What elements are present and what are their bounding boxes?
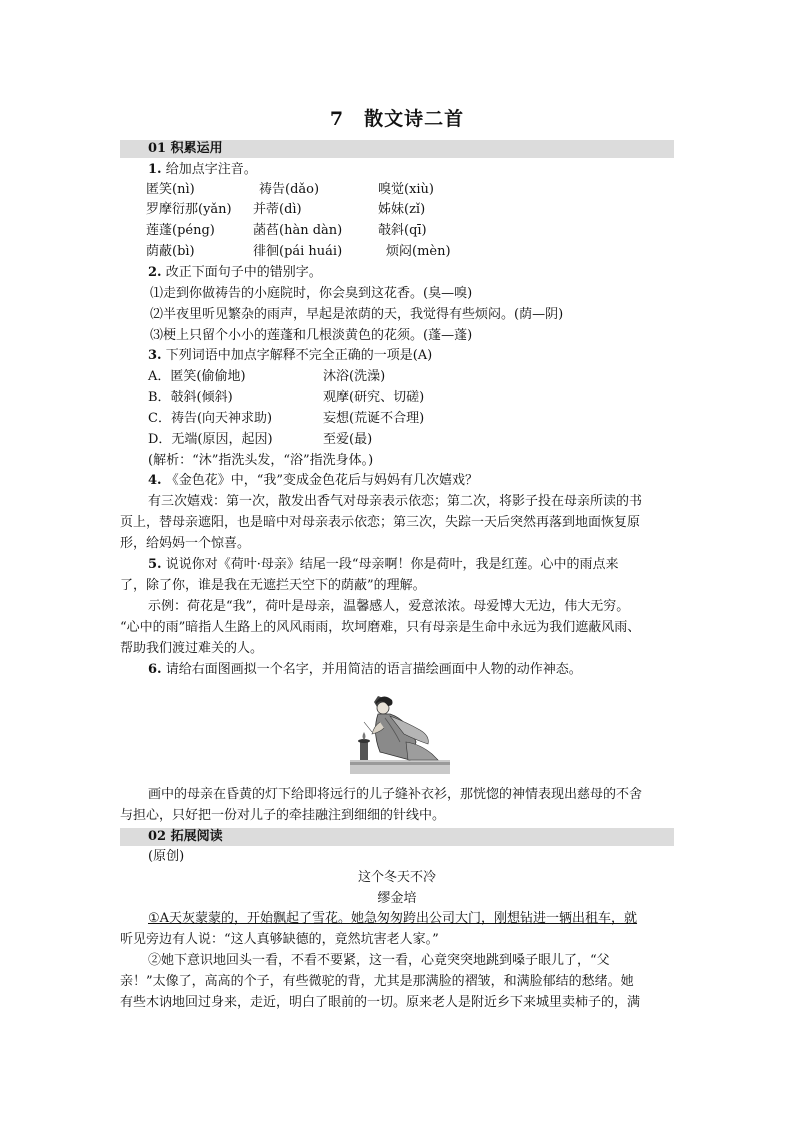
question-number: 4. [148,473,162,488]
pinyin-item: 徘徊(pái huái) [253,244,343,259]
question-5 [120,555,674,575]
question-number: 3. [148,348,162,363]
answer-line: 页上，替母亲遮阳，也是暗中对母亲表示依恋；第三次，失踪一天后突然再落到地面恢复原 [120,515,641,530]
correction-item: ⑵半夜里听见繁杂的雨声，早起是浓荫的天，我觉得有些烦闷。(荫—阴) [150,307,564,322]
question-number: 1. [148,162,162,177]
pinyin-item: 罗摩衍那(yǎn) [146,202,232,217]
article-paragraph-line: 有些木讷地回过身来，走近，明白了眼前的一切。原来老人是附近乡下来城里卖柿子的，满 [120,995,641,1010]
correction-item: ⑶梗上只留个小小的莲蓬和几根淡黄色的花须。(蓬—蓬) [150,328,473,343]
question-3 [120,346,674,366]
question-1 [120,160,674,180]
question-number: 6. [148,662,162,677]
article-paragraph-line: 亲！”太像了，高高的个子，有些微驼的背，尤其是那满脸的褶皱，和满脸郁结的愁绪。她 [120,974,634,989]
option-item: 观摩(研究、切磋) [323,390,425,405]
question-4 [120,471,674,491]
pinyin-item: 并蒂(dì) [253,202,302,217]
option-item: C．祷告(向天神求助) [148,411,273,426]
answer-line: 有三次嬉戏：第一次，散发出香气对母亲表示依恋；第二次，将影子投在母亲所读的书 [148,494,643,509]
question-text: 改正下面句子中的错别字。 [165,265,322,280]
answer-line: 形，给妈妈一个惊喜。 [120,536,251,551]
option-item: 沐浴(洗澡) [323,369,386,384]
option-item: D．无端(原因，起因) [148,432,273,447]
pinyin-item: 菡萏(hàn dàn) [253,223,343,238]
question-number: 5. [148,557,162,572]
article-author: 缪金培 [377,891,417,906]
article-paragraph-line [120,909,674,929]
answer-line: “心中的雨”暗指人生路上的风风雨雨，坎坷磨难，只有母亲是生命中永远为我们遮蔽风雨、 [120,620,641,635]
question-number: 2. [148,265,162,280]
paragraph-text: ①A天灰蒙蒙的，开始飘起了雪花。她急匆匆跨出公司大门，刚想钻进一辆出租车，就 [148,911,638,926]
option-item: B．攲斜(倾斜) [148,390,233,405]
section-header-reading [120,828,674,846]
article-title: 这个冬天不冷 [357,870,436,885]
option-item: 至爱(最) [323,432,373,447]
question-text-continued: 了，除了你，谁是我在无遮拦天空下的荫蔽”的理解。 [120,578,426,593]
pinyin-item: 烦闷(mèn) [386,244,451,259]
section-header-accumulation [120,140,674,158]
option-item: A．匿笑(偷偷地) [148,369,246,384]
pinyin-item: 荫蔽(bì) [146,244,195,259]
source-note: (原创) [148,849,185,864]
question-text: 说说你对《荷叶·母亲》结尾一段“母亲啊！你是荷叶，我是红莲。心中的雨点来 [165,557,619,572]
correction-item: ⑴走到你做祷告的小庭院时，你会臭到这花香。(臭—嗅) [150,286,473,301]
answer-line: 帮助我们渡过难关的人。 [120,641,264,656]
question-text: 给加点字注音。 [165,162,257,177]
pinyin-item: 莲蓬(péng) [146,223,215,238]
question-6 [120,660,674,680]
answer-line: 示例：荷花是“我”，荷叶是母亲，温馨感人，爱意浓浓。母爱博大无边，伟大无穷。 [148,599,630,614]
article-paragraph-line: 听见旁边有人说：“这人真够缺德的，竟然坑害老人家。” [120,932,439,947]
question-text: 下列词语中加点字解释不完全正确的一项是(A) [165,348,433,363]
question-2 [120,263,674,283]
pinyin-item: 攲斜(qī) [378,223,427,238]
answer-line: 与担心，只好把一份对儿子的牵挂融注到细细的针线中。 [120,808,446,823]
pinyin-item: 祷告(dǎo) [259,182,320,197]
mother-sewing-illustration [350,682,450,774]
question-text: 《金色花》中，“我”变成金色花后与妈妈有几次嬉戏？ [165,473,479,488]
page-title: 7 散文诗二首 [329,108,465,130]
pinyin-item: 姊妹(zǐ) [378,202,426,217]
option-item: 妄想(荒诞不合理) [323,411,425,426]
pinyin-item: 嗅觉(xiù) [378,182,435,197]
pinyin-item: 匿笑(nì) [146,182,195,197]
section-label: 02 拓展阅读 [148,829,223,844]
answer-line: 画中的母亲在昏黄的灯下给即将远行的儿子缝补衣衫，那恍惚的神情表现出慈母的不舍 [148,787,643,802]
analysis-text: (解析：“沐”指洗头发，“浴”指洗身体。) [148,453,374,468]
article-paragraph-line: ②她下意识地回头一看，不看不要紧，这一看，心竟突突地跳到嗓子眼儿了，“父 [148,953,610,968]
section-label: 01 积累运用 [148,141,223,156]
question-text: 请给右面图画拟一个名字，并用简洁的语言描绘画面中人物的动作神态。 [165,662,582,677]
